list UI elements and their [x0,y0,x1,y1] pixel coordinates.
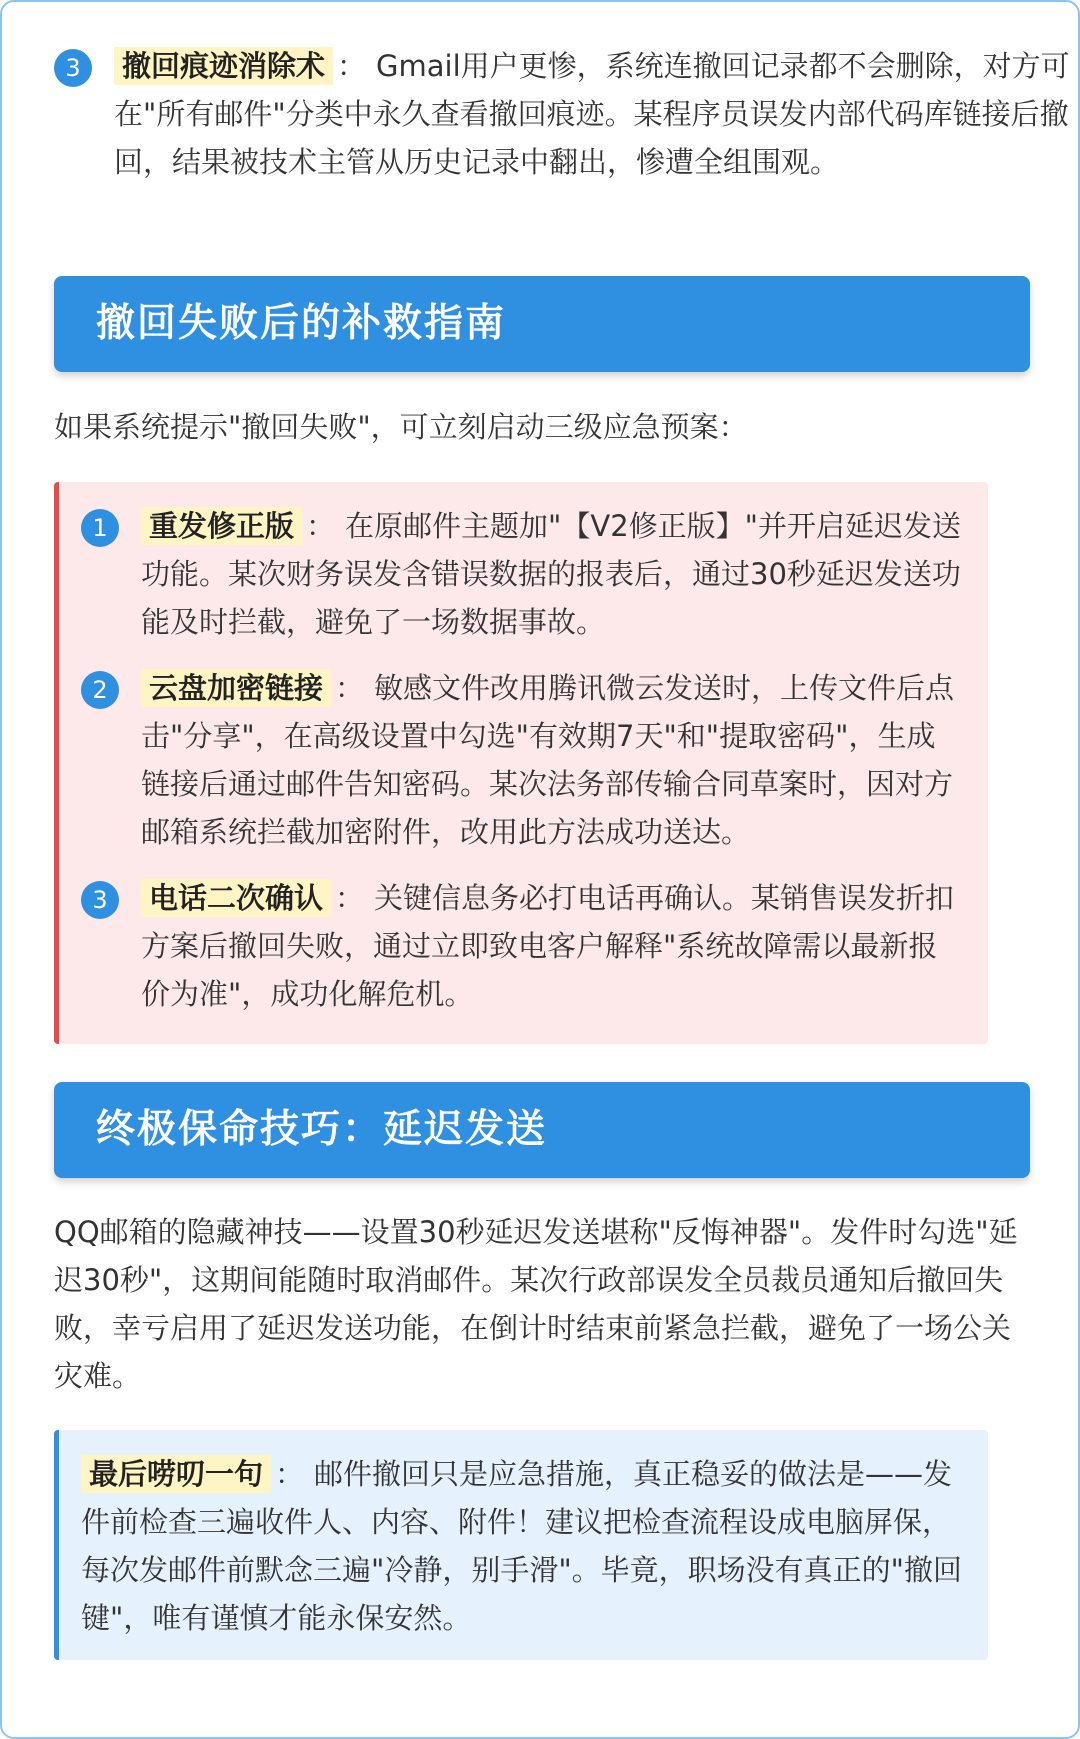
section-heading-delay-send: 终极保命技巧：延迟发送 [54,1082,1030,1178]
plan-item [81,664,964,856]
item-text: 关键信息务必打电话再确认。某销售误发折扣方案后撤回失败，通过立即致电客户解释"系统故障需以最新报价为准"，成功化解危机。 [141,881,955,1011]
section-heading-remedy: 撤回失败后的补救指南 [54,276,1030,372]
item-title: 撤回痕迹消除术 [114,47,333,85]
section-body: QQ邮箱的隐藏神技——设置30秒延迟发送堪称"反悔神器"。发件时勾选"延迟30秒"，这期间能随时取消邮件。某次行政部误发全员裁员通知后撤回失败，幸亏启用了延迟发送功能，在倒计时结束前紧急拦截，避免了一场公关灾难。 [54,1215,1018,1393]
item-separator: ： [337,49,367,83]
number-badge: 3 [54,49,92,87]
item-title: 云盘加密链接 [141,669,331,707]
emergency-plan-box [54,482,988,1044]
item-title: 电话二次确认 [141,879,331,917]
note-text: 邮件撤回只是应急措施，真正稳妥的做法是——发件前检查三遍收件人、内容、附件！建议把检查流程设成电脑屏保，每次发邮件前默念三遍"冷静，别手滑"。毕竟，职场没有真正的"撤回键"，唯有谨慎才能永保安然。 [81,1457,963,1635]
intro-item [54,42,1074,186]
note-title: 最后唠叨一句 [81,1455,271,1493]
final-note-box [54,1430,988,1660]
item-separator: ： [335,881,365,915]
number-badge: 3 [81,881,119,919]
item-separator: ： [306,509,336,543]
number-badge: 1 [81,509,119,547]
item-text: Gmail用户更惨，系统连撤回记录都不会删除，对方可在"所有邮件"分类中永久查看撤回痕迹。某程序员误发内部代码库链接后撤回，结果被技术主管从历史记录中翻出，惨遭全组围观。 [114,49,1070,179]
note-separator: ： [275,1457,305,1491]
section-intro: 如果系统提示"撤回失败"，可立刻启动三级应急预案： [54,410,748,444]
plan-item [81,502,964,646]
item-text: 在原邮件主题加"【V2修正版】"并开启延迟发送功能。某次财务误发含错误数据的报表后，通过30秒延迟发送功能及时拦截，避免了一场数据事故。 [141,509,961,639]
number-badge: 2 [81,671,119,709]
plan-item [81,874,964,1018]
item-text: 敏感文件改用腾讯微云发送时，上传文件后点击"分享"，在高级设置中勾选"有效期7天"和"提取密码"，生成链接后通过邮件告知密码。某次法务部传输合同草案时，因对方邮箱系统拦截加密附件，改用此方法成功送达。 [141,671,955,849]
item-title: 重发修正版 [141,507,302,545]
item-separator: ： [335,671,365,705]
final-note [81,1450,964,1642]
